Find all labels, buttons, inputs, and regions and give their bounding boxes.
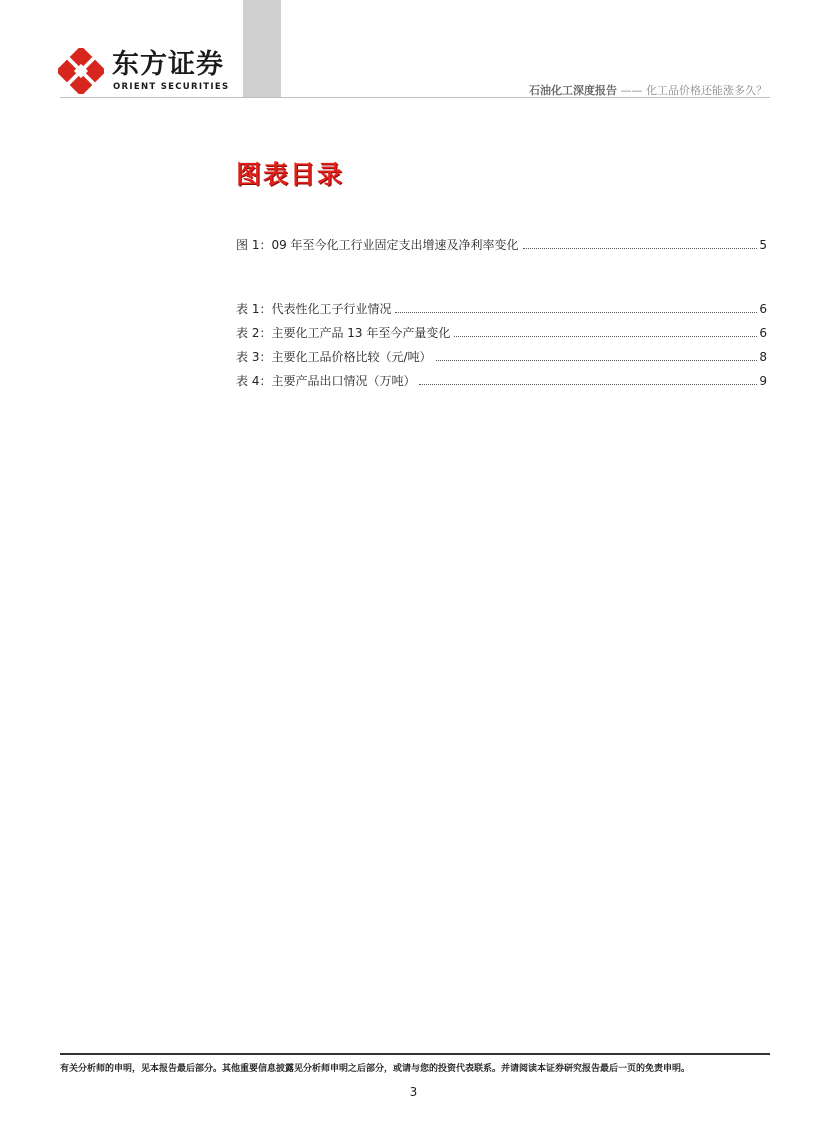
toc-entry-label: 表 3：主要化工品价格比较（元/吨） (236, 350, 432, 364)
orient-logo-icon (58, 48, 104, 94)
page-number: 3 (409, 1085, 418, 1099)
toc-entry-label: 表 4：主要产品出口情况（万吨） (236, 374, 416, 388)
header-tab-decoration (243, 0, 281, 98)
company-logo (58, 48, 228, 94)
toc-leader-dots (454, 327, 757, 337)
report-type: 石油化工深度报告 (529, 84, 617, 97)
toc-leader-dots (436, 351, 758, 361)
figure-list (236, 236, 767, 260)
toc-entry-label: 表 2：主要化工产品 13 年至今产量变化 (236, 326, 451, 340)
table-list (236, 300, 767, 396)
header-divider (60, 97, 770, 98)
footer-disclaimer: 有关分析师的申明，见本报告最后部分。其他重要信息披露见分析师申明之后部分，或请与您的投资代表联系。并请阅读本证券研究报告最后一页的免责申明。 (60, 1064, 691, 1074)
toc-leader-dots (419, 375, 757, 385)
footer-divider (60, 1053, 770, 1055)
logo-english-name: ORIENT SECURITIES (113, 82, 230, 92)
toc-entry-table-2[interactable] (236, 324, 767, 348)
toc-heading: 图表目录 (236, 160, 345, 189)
logo-chinese-name: 东方证券 (112, 49, 224, 80)
toc-leader-dots (395, 303, 757, 313)
toc-entry-page: 6 (759, 302, 767, 316)
toc-entry-table-1[interactable] (236, 300, 767, 324)
toc-entry-page: 5 (759, 238, 767, 252)
report-title: 化工品价格还能涨多久？ (646, 84, 767, 97)
toc-entry-figure-1[interactable] (236, 236, 767, 260)
toc-entry-table-4[interactable] (236, 372, 767, 396)
report-header-title (529, 82, 767, 98)
toc-entry-page: 9 (759, 374, 767, 388)
toc-leader-dots (523, 239, 758, 249)
toc-entry-page: 6 (759, 326, 767, 340)
header-separator: —— (620, 84, 643, 97)
toc-entry-label: 图 1：09 年至今化工行业固定支出增速及净利率变化 (236, 238, 519, 252)
toc-entry-page: 8 (759, 350, 767, 364)
toc-entry-table-3[interactable] (236, 348, 767, 372)
toc-entry-label: 表 1：代表性化工子行业情况 (236, 302, 392, 316)
